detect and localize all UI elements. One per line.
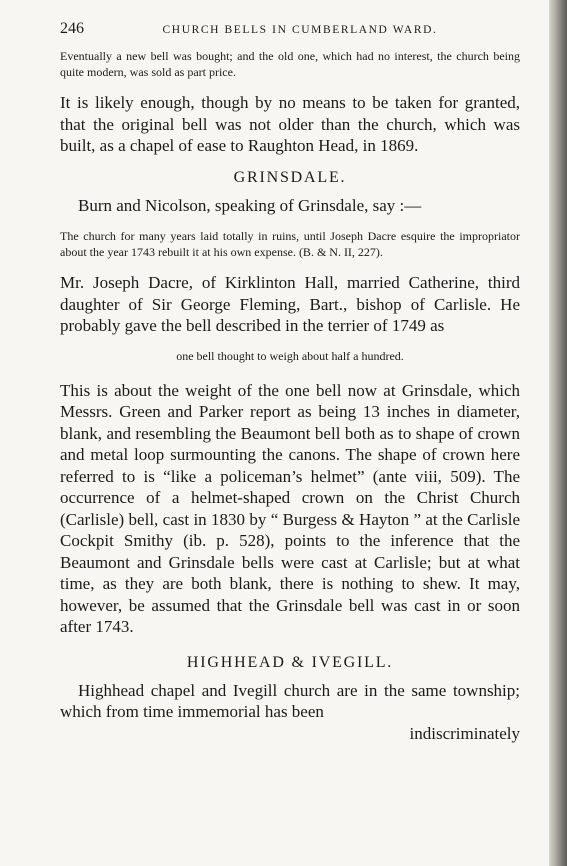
page-edge-shadow: [549, 0, 567, 866]
quoted-paragraph-eventually: Eventually a new bell was bought; and the old one, which had no interest, the church being quite modern, was sold as part price.: [60, 49, 520, 79]
catchword: indiscriminately: [409, 723, 520, 743]
quoted-paragraph-church-ruins: The church for many years laid totally in ruins, until Joseph Dacre esquire the impropriator about the year 1743 rebuilt it at his own expense. (B. & N. II, 227).: [60, 229, 520, 259]
paragraph-joseph-dacre: Mr. Joseph Dacre, of Kirklinton Hall, married Catherine, third daughter of Sir George Fleming, Bart., bishop of Carlisle. He probably gave the bell described in the terrier of 1749 as: [60, 273, 520, 335]
page-header: [60, 20, 520, 38]
paragraph-burn-nicolson: Burn and Nicolson, speaking of Grinsdale, say :—: [78, 195, 422, 215]
page-number: 246: [60, 20, 84, 37]
paragraph-grinsdale-bell: This is about the weight of the one bell now at Grinsdale, which Messrs. Green and Parker report as being 13 inches in diameter, blank, and resembling the Beaumont bell both as to shape of crown and metal loop surmounting the canons. The shape of crown here referred to is “like a policeman’s helmet” (ante viii, 509). The occurrence of a helmet-shaped crown on the Christ Church (Carlisle) bell, cast in 1830 by “ Burgess & Hayton ” at the Carlisle Cockpit Smithy (ib. p. 528), points to the inference that the Beaumont and Grinsdale bells were cast at Carlisle; but at what time, as they are both blank, there is nothing to shew. It may, however, be assumed that the Grinsdale bell was cast in or soon after 1743.: [60, 380, 520, 636]
running-head: CHURCH BELLS IN CUMBERLAND WARD.: [162, 24, 438, 36]
page-content: [60, 20, 520, 744]
paragraph-original-bell: It is likely enough, though by no means to be taken for granted, that the original bell was not older than the church, which was built, as a chapel of ease to Raughton Head, in 1869.: [60, 93, 520, 155]
section-heading-highhead-ivegill: HIGHHEAD & IVEGILL.: [186, 653, 394, 671]
paragraph-highhead-chapel: Highhead chapel and Ivegill church are in the same township; which from time immemorial has been: [60, 680, 520, 721]
section-heading-grinsdale: GRINSDALE.: [233, 168, 347, 186]
quoted-line-one-bell: one bell thought to weigh about half a hundred.: [176, 348, 404, 363]
